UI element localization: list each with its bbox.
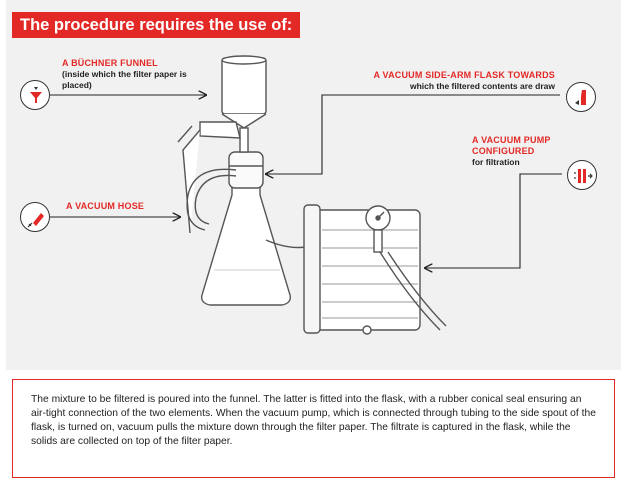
hose-icon (20, 202, 50, 232)
flask-drawing (202, 152, 291, 305)
callout-flask (350, 70, 555, 92)
pump-drawing (304, 205, 446, 334)
page-title: The procedure requires the use of: (12, 12, 300, 38)
callout-pump-title-line2: CONFIGURED (472, 146, 535, 156)
description-box (12, 379, 615, 478)
callout-funnel-title: A BÜCHNER FUNNEL (62, 58, 158, 68)
callout-pump-subtitle: for filtration (472, 157, 520, 167)
funnel-icon (20, 80, 50, 110)
callout-flask-subtitle: which the filtered contents are draw (409, 81, 555, 91)
description-text: The mixture to be filtered is poured into the funnel. The latter is fitted into the flask, with a rubber conical seal ensuring an air-tight connection of the two elements. When the vacuum pump, which is connected through tubing to the side spout of the flask, is turned on, vacuum pulls the mixture down through the filter paper. The filtrate is captured in the flask, while the solids are collected on top of the filter paper. (31, 394, 596, 447)
callout-funnel-subtitle: (inside which the filter paper is placed) (62, 69, 187, 90)
callout-pump-title-line1: A VACUUM PUMP (472, 135, 551, 145)
callout-pump (472, 135, 592, 168)
callout-hose (66, 201, 176, 212)
callout-hose-title: A VACUUM HOSE (66, 201, 145, 211)
flask-icon (566, 82, 596, 112)
callout-flask-title: A VACUUM SIDE-ARM FLASK TOWARDS (373, 70, 555, 80)
callout-funnel (62, 58, 212, 91)
